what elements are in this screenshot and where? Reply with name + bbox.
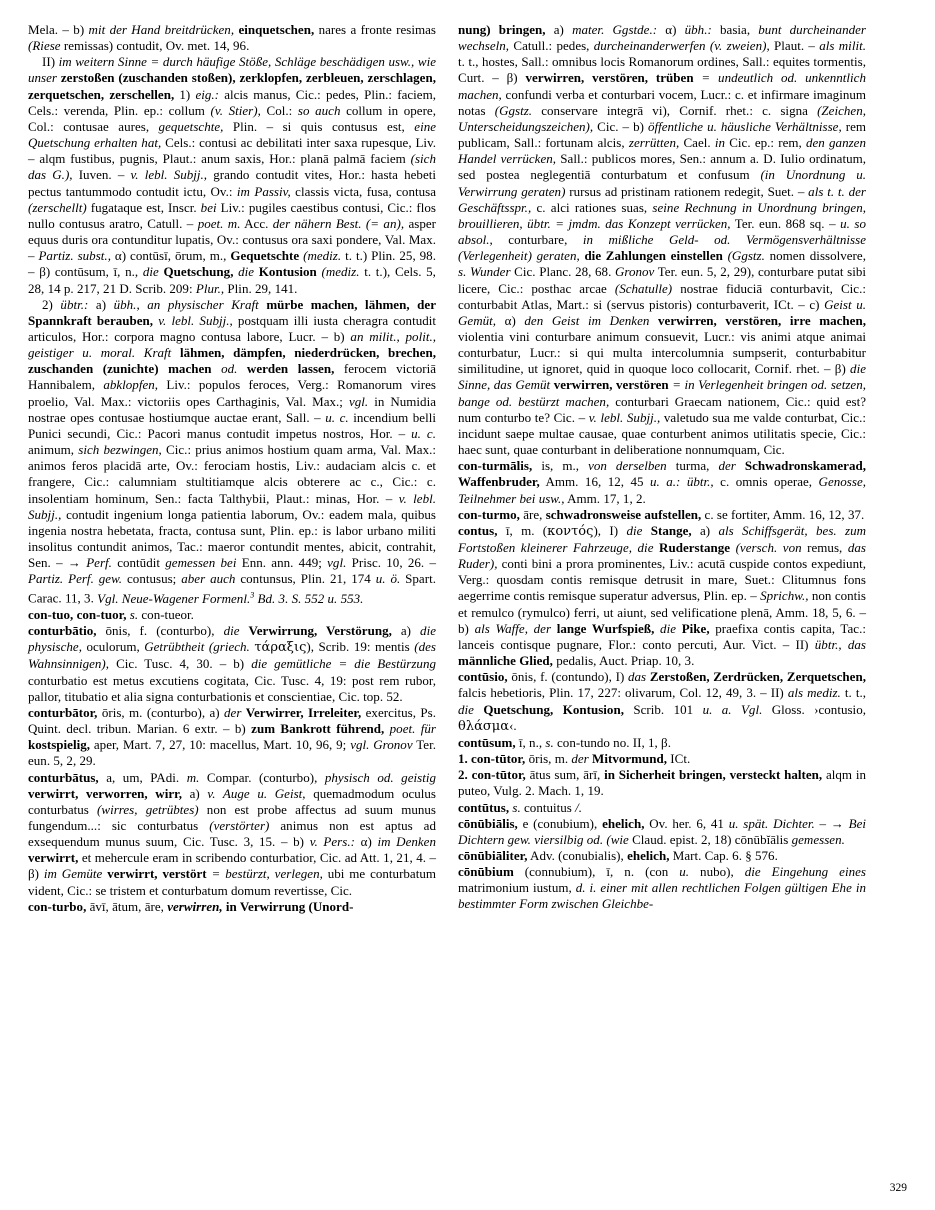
dictionary-entry: 2) übtr.: a) übh., an physischer Kraft mürbe machen, lähmen, der Spannkraft berauben, v. lebl. Subjj., postquam illi iusta cheragra contudit articulos, Hor.: corpora magno contusa labore, Lucr. – b) an milit., polit., geistiger u. moral. Kraft lähmen, dämpfen, niederdrücken, brechen, zuschanden (zunichte) machen od. werden lassen, ferocem victoriā Hannibalem, abklopfen, Liv.: populos feroces, Verg.: Romanorum vires proelio, Val. Max.: victoriis opes Carthaginis, Val. Max.; vgl. in Numidia nostrae opes contusae hostiumque auctae erant, Sall. – u. c. incendium belli Punici secundi, Cic.: Pacori manus contudit impetus nostros, Hor. – u. c. animum, sich bezwingen, Cic.: prius animos hostium quam arma, Val. Max.: animos feros placidā arte, Ov.: ferociam hostis, Liv.: audaciam alcis c. et frangere, Cic.: calumniam stultitiamque alcis obterere ac c., Cic.: c. insolentiam hominum, Sen.: facta Talthybii, Plaut.: minas, Hor. – v. lebl. Subjj., contudit ingenium longa patientia laborum, Ov.: eadem mala, quibus ingenia nostra hebetata, fracta, contusa sunt, Plin. ep.: is labor urbano militi insolitus contundit animos, Tac.: maeror contundit mentes, abicit, contrahit, Sen. – → Perf. contūdit gemessen bei Enn. ann. 449; vgl. Prisc. 10, 26. – Partiz. Perf. gew. contusus; aber auch contunsus, Plin. 21, 174 u. ö. Spart. Carac. 11, 3. Vgl. Neue-Wagener Formenl.$^3$ Bd. 3. S. 552 u. 553. — [28, 296, 437, 606]
dictionary-entry: Mela. – b) mit der Hand breitdrücken, einquetschen, nares a fronte resimas (Riese remissas) contudit, Ov. met. 14, 96. — [28, 22, 436, 54]
right-text-column — [458, 22, 866, 1162]
dictionary-entry: con-tuo, con-tuor, s. con-tueor. — [28, 606, 194, 622]
dictionary-entry: con-turmālis, is, m., von derselben turma, der Schwadronskamerad, Waffenbruder, Amm. 16, 12, 45 u. a.: übtr., c. omnis operae, Genosse, Teilnehmer bei usw., Amm. 17, 1, 2. — [458, 458, 867, 506]
dictionary-entry: cōnūbium (connubium), ī, n. (con u. nubo), die Eingehung eines matrimonium iustum, d. i. einer mit allen rechtlichen Folgen gültigen Ehe in bestimmter Form zwischen Gleichbe- — [458, 864, 866, 912]
left-text-column — [28, 22, 436, 1162]
dictionary-entry: conturbātus, a, um, PAdi. m. Compar. (conturbo), physisch od. geistig verwirrt, verworren, wirr, a) v. Auge u. Geist, quemadmodum oculus conturbatus (wirres, getrübtes) non est probe affectus ad suum munus fungendum...: sic conturbatus (verstörter) animus non est aptus ad exsequendum munus suum, Cic. Tusc. 3, 15. – b) v. Pers.: α) im Denken verwirrt, et mehercule eram in scribendo conturbatior, Cic. ad Att. 1, 21, 4. – β) im Gemüte verwirrt, verstört = bestürzt, verlegen, ubi me conturbatum vident, Cic.: se tristem et conturbatum domum revertisse, Cic. — [28, 769, 437, 898]
dictionary-entry: 1. con-tūtor, ōris, m. der Mitvormund, ICt. — [458, 751, 691, 767]
page-number: 329 — [889, 1182, 907, 1194]
dictionary-entry: contūsio, ōnis, f. (contundo), I) das Zerstoßen, Zerdrücken, Zerquetschen, falcis hebetioris, Plin. 17, 227: olivarum, Col. 12, 49, 3. – II) als mediz. t. t., die Quetschung, Kontusion, Scrib. 101 u. a. Vgl. Gloss. ›contusio, θλάσμα‹. — [458, 669, 866, 734]
dictionary-entry: contus, ī, m. (κοντός), I) die Stange, a) als Schiffsgerät, bes. zum Fortstoßen kleinerer Fahrzeuge, die Ruderstange (versch. von remus, das Ruder), conti bini a prora prominentes, Liv.: acutā cuspide contos expediunt, Verg.: quosdam contis remisque detrusit in mare, Suet.: Clitumnus fons aegerrime contis remisque superatur adversus, Plin. ep. – Sprichw., non contis et remulco (rymulco) ferri, ut aiunt, sed velificatione plenā, Amm. 18, 5, 6. – b) als Waffe, der lange Wurfspieß, die Pike, praefixa contis capita, Tac.: lanceis contisque pugnare, Flor.: conto percuti, Aur. Vict. – II) übtr., das männliche Glied, pedalis, Auct. Priap. 10, 3. — [458, 522, 867, 669]
dictionary-entry: contūtus, s. contuitus /. — [458, 799, 583, 815]
dictionary-entry: 2. con-tūtor, ātus sum, ārī, in Sicherheit bringen, versteckt halten, alqm in puteo, Vulg. 2. Mach. 1, 19. — [458, 767, 866, 799]
dictionary-entry: cōnūbiāliter, Adv. (conubialis), ehelich, Mart. Cap. 6. § 576. — [458, 847, 778, 863]
dictionary-entry: contūsum, ī, n., s. con-tundo no. II, 1, β. — [458, 734, 671, 750]
dictionary-entry: con-turmo, āre, schwadronsweise aufstellen, c. se fortiter, Amm. 16, 12, 37. — [458, 506, 865, 522]
dictionary-entry: conturbātio, ōnis, f. (conturbo), die Verwirrung, Verstörung, a) die physische, oculorum, Getrübtheit (griech. τάραξις), Scrib. 19: mentis (des Wahnsinnigen), Cic. Tusc. 4, 30. – b) die gemütliche = die Bestürzung conturbatio est metus excutiens cogitata, Cic. Tusc. 4, 19: post rem rubor, pallor, titubatio et alia signa conturbationis et conscientiae, Cic. top. 52. — [28, 623, 436, 704]
dictionary-entry: nung) bringen, a) mater. Ggstde.: α) übh.: basia, bunt durcheinander wechseln, Catull.: pedes, durcheinanderwerfen (v. zweien), Plaut. – als milit. t. t., hostes, Sall.: omnibus locis Romanorum ordines, Sall.: equites tormentis, Curt. – β) verwirren, verstören, trüben = undeutlich od. unkenntlich machen, confundi verba et conturbari vocem, Lucr.: c. et infirmare imaginum notas (Ggstz. conservare integrā vi), Cornif. rhet.: c. signa (Zeichen, Unterscheidungszeichen), Cic. – b) öffentliche u. häusliche Verhältnisse, rem publicam, Sall.: fortunam alcis, zerrütten, Cael. in Cic. ep.: rem, den ganzen Handel verrücken, Sall.: publicos mores, Sen.: annum a. D. Iulio ordinatum, sed postea neglegentiā conturbatum et confusum (in Unordnung u. Verwirrung geraten) rursus ad pristinam rationem redegit, Suet. – als t. t. der Geschäftsspr., c. alci rationes suas, seine Rechnung in Unordnung bringen, brouillieren, übtr. = jmdm. das Konzept verrücken, Ter. eun. 868 sq. – u. so absol., conturbare, in mißliche Geld- od. Vermögensverhältnisse (Verlegenheit) geraten, die Zahlungen einstellen (Ggstz. nomen dissolvere, s. Wunder Cic. Planc. 28, 68. Gronov Ter. eun. 5, 2, 29), conturbare putat sibi licere, Cic.: posthac arcae (Schatulle) nostrae fiduciā conturbavit, Cic.: conturbabit Atlas, Mart.: si (servus pistoris) conturbaverit, ICt. – c) Geist u. Gemüt, α) den Geist im Denken verwirren, verstören, irre machen, violentia vini conturbare animum consuevit, Lucr.: vis animi atque animai conturbatur, Lucr.: si qui multa intercolumnia sumpserit, conturbabitur similitudine, ut ignoret, quid in quoque loco collocarit, Cornif. rhet. – β) die Sinne, das Gemüt verwirren, verstören = in Verlegenheit bringen od. setzen, bange od. bestürzt machen, conturbari Graecam nationem, Cic.: quid est? num conturbo te? Cic. – v. lebl. Subjj., valetudo sua me valde conturbat, Cic.: incidunt saepe multae causae, quae conturbent animos utilitatis specie, Cic.: haec sunt, quae conturbant in deliberatione nonnumquam, Cic. — [458, 22, 867, 458]
dictionary-entry: conturbātor, ōris, m. (conturbo), a) der Verwirrer, Irreleiter, exercitus, Ps. Quint. decl. tribun. Marian. 6 extr. – b) zum Bankrott führend, poet. für kostspielig, aper, Mart. 7, 27, 10: macellus, Mart. 10, 96, 9; vgl. Gronov Ter. eun. 5, 2, 29. — [28, 704, 437, 769]
dictionary-entry: con-turbo, āvī, ātum, āre, verwirren, in Verwirrung (Unord- — [28, 898, 354, 914]
dictionary-entry: II) im weitern Sinne = durch häufige Stöße, Schläge beschädigen usw., wie unser zerstoßen (zuschanden stoßen), zerklopfen, zerbleuen, zerschlagen, zerquetschen, zerschellen, 1) eig.: alcis manus, Cic.: pedes, Plin.: faciem, Cels.: verenda, Plin. ep.: collum (v. Stier), Col.: so auch collum in opere, Col.: contusae aures, gequetschte, Plin. – si quis contusus est, eine Quetschung erhalten hat, Cels.: contusi ac debilitati inter saxa rupesque, Liv. – alqm fustibus, pugnis, Plaut.: anum saxis, Hor.: planā palmā faciem (sich das G.), Iuven. – v. lebl. Subjj., grando contudit vites, Hor.: hasta hebeti pectus tantummodo contudit ictu, Ov.: im Passiv, classis victa, fusa, contusa (zerschellt) fugataque est, Inscr. bei Liv.: pugiles caestibus contusi, Cic.: flos nullo contusus aratro, Catull. – poet. m. Acc. der nähern Best. (= an), asper equus duris ora contunditur lupatis, Ov.: contusus ora saxi pondere, Val. Max. – Partiz. subst., α) contūsī, ōrum, m., Gequetschte (mediz. t. t.) Plin. 25, 98. – β) contūsum, ī, n., die Quetschung, die Kontusion (mediz. t. t.), Cels. 5, 28, 14 p. 217, 21 D. Scrib. 209: Plur., Plin. 29, 141. — [28, 54, 437, 296]
dictionary-entry: cōnūbiālis, e (conubium), ehelich, Ov. her. 6, 41 u. spät. Dichter. – → Bei Dichtern gew. viersilbig od. (wie Claud. epist. 2, 18) cōnūbĭālis gemessen. — [458, 815, 867, 847]
two-column-text-body — [28, 22, 907, 1162]
